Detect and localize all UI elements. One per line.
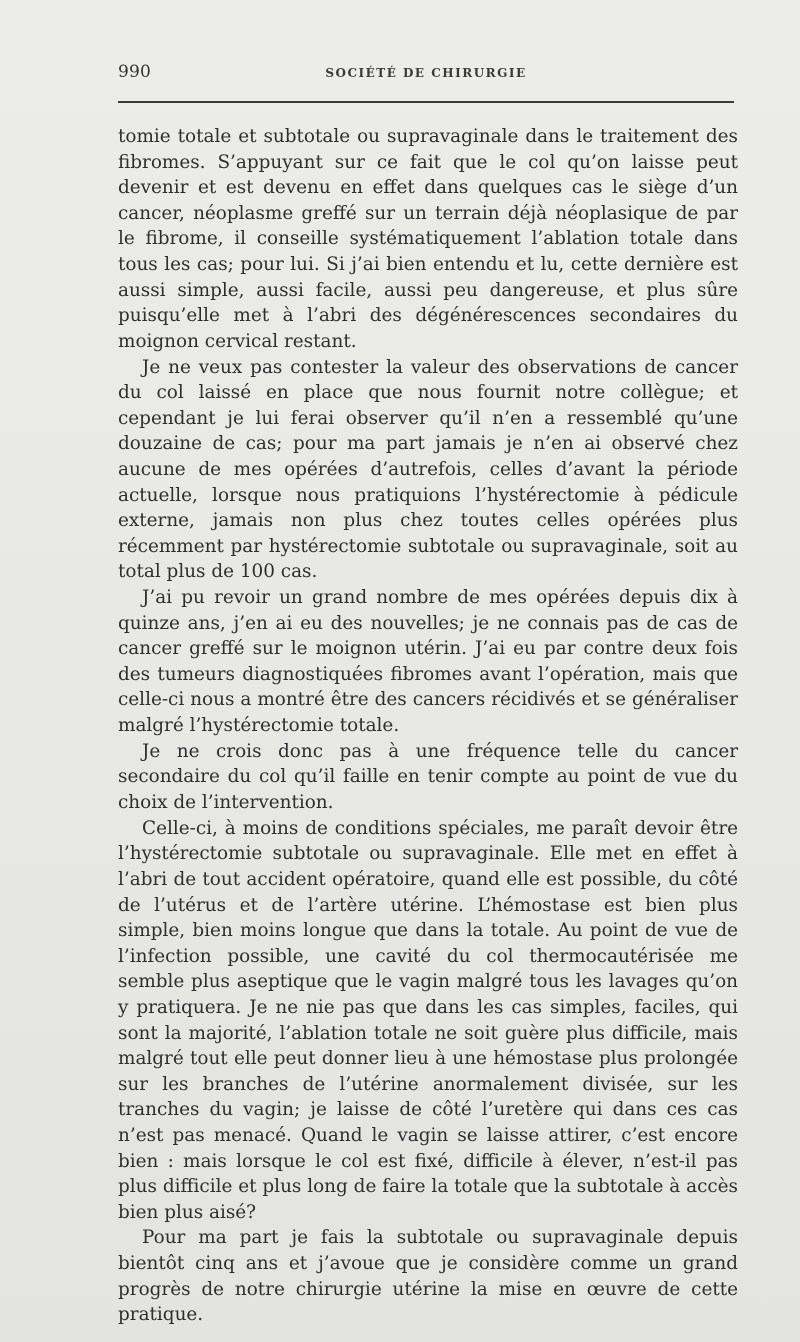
body-text	[118, 124, 738, 1328]
paragraph-conclusion: Pour ma part je fais la subtotale ou supravaginale depuis bientôt cinq ans et j’avoue que je considère comme un grand progrès de notre chirurgie utérine la mise en œuvre de cette pratique.	[118, 1227, 738, 1326]
header-rule	[118, 101, 734, 103]
page-header	[118, 62, 734, 88]
paragraph-follow-up: J’ai pu revoir un grand nombre de mes opérées depuis dix à quinze ans, j’en ai eu des nouvelles; je ne connais pas de cas de cancer greffé sur le moignon utérin. J’ai eu par contre deux fois des tumeurs diagnostiquées fibromes avant l’opération, mais que celle-ci nous a montré être des cancers récidivés et se généraliser malgré l’hystérectomie totale.	[118, 587, 738, 737]
paragraph-cancer-observations: Je ne veux pas contester la valeur des observations de cancer du col laissé en place que nous fournit notre collègue; et cependant je lui ferai observer qu’il n’en a ressemblé qu’une douzaine de cas; pour ma part jamais je n’en ai observé chez aucune de mes opérées d’autrefois, celles d’avant la période actuelle, lorsque nous pratiquions l’hystérectomie à pédicule externe, jamais non plus chez toutes celles opérées plus récemment par hystérectomie subtotale ou supravaginale, soit au total plus de 100 cas.	[118, 356, 738, 583]
page-number: 990	[118, 62, 152, 82]
running-title: SOCIÉTÉ DE CHIRURGIE	[325, 66, 527, 80]
paragraph-continuation: tomie totale et subtotale ou supravaginale dans le traitement des fibromes. S’appuyant sur ce fait que le col qu’on laisse peut devenir et est devenu en effet dans quelques cas le siège d’un cancer, néoplasme greffé sur un terrain déjà néoplasique de par le fibrome, il conseille systématiquement l’ablation totale dans tous les cas; pour lui. Si j’ai bien entendu et lu, cette dernière est aussi simple, aussi facile, aussi peu dangereuse, et plus sûre puisqu’elle met à l’abri des dégénérescences secondaires du moignon cervical restant.	[118, 126, 738, 352]
paragraph-frequency: Je ne crois donc pas à une fréquence telle du cancer secondaire du col qu’il faille en tenir compte au point de vue du choix de l’intervention.	[118, 740, 738, 813]
paragraph-subtotal-advantages: Celle-ci, à moins de conditions spéciales, me paraît devoir être l’hystérectomie subtotale ou supravaginale. Elle met en effet à l’abri de tout accident opératoire, quand elle est possible, du côté de l’utérus et de l’artère utérine. L’hémostase est bien plus simple, bien moins longue que dans la totale. Au point de vue de l’infection possible, une cavité du col thermocautérisée me semble plus aseptique que le vagin malgré tous les lavages qu’on y pratiquera. Je ne nie pas que dans les cas simples, faciles, qui sont la majorité, l’ablation totale ne soit guère plus difficile, mais malgré tout elle peut donner lieu à une hémostase plus prolongée sur les branches de l’utérine anormalement divisée, sur les tranches du vagin; je laisse de côté l’uretère qui dans ces cas n’est pas menacé. Quand le vagin se laisse attirer, c’est encore bien : mais lorsque le col est fixé, difficile à élever, n’est-il pas plus difficile et plus long de faire la totale que la subtotale à accès bien plus aisé?	[118, 817, 738, 1223]
